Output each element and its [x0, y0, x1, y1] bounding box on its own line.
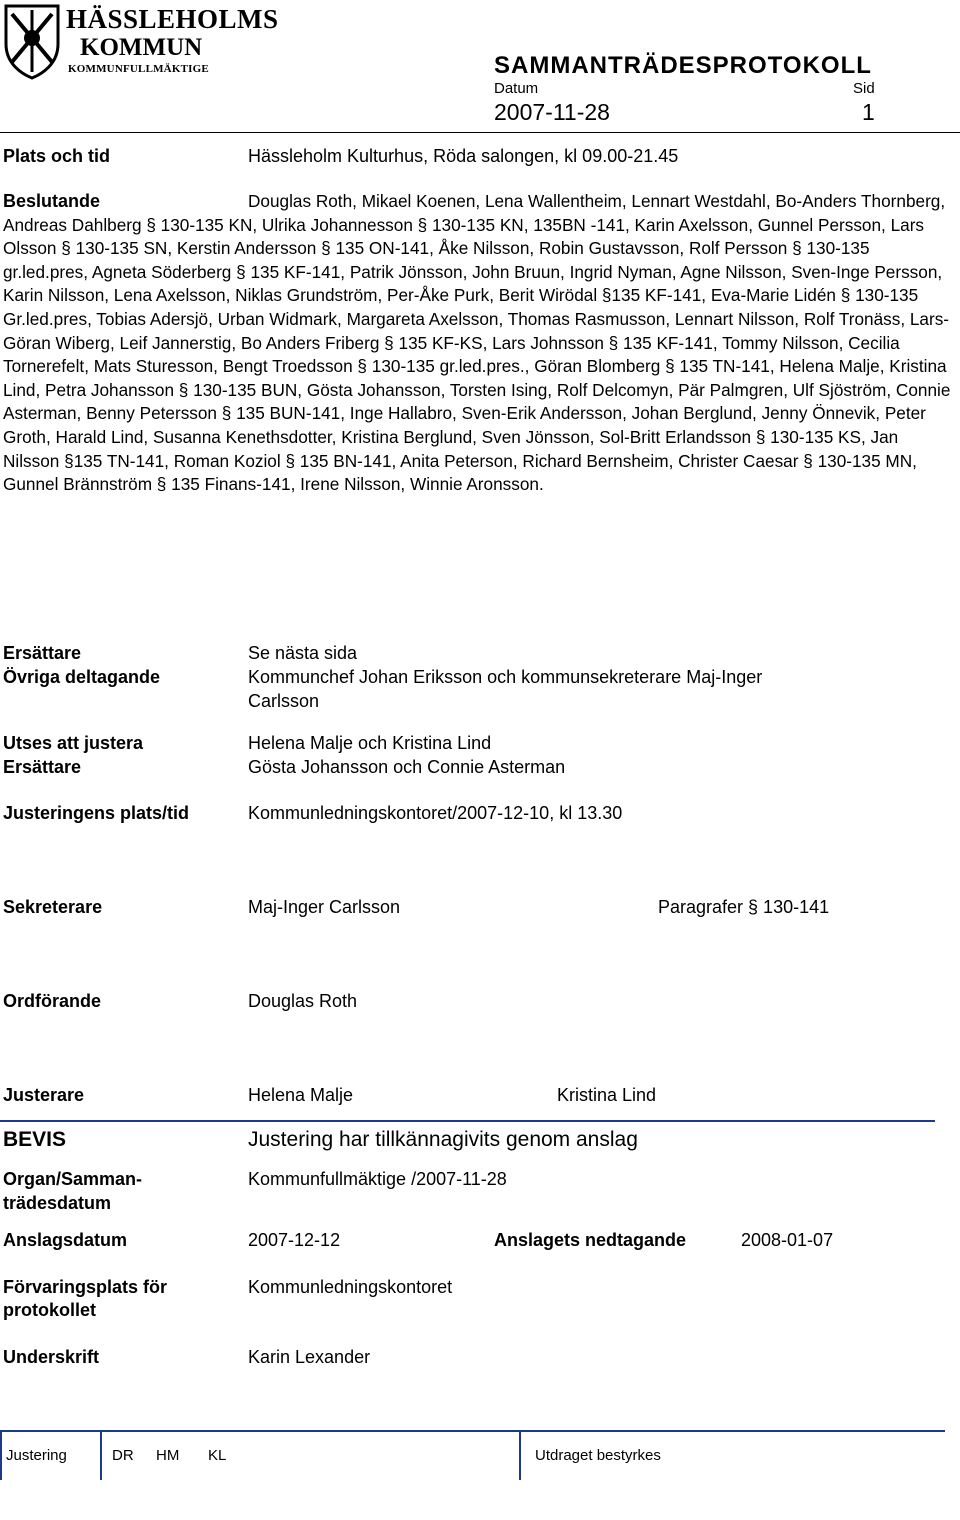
- justeringens-value: Kommunledningskontoret/2007-12-10, kl 13.30: [248, 803, 623, 823]
- footer-border-1: [100, 1430, 102, 1480]
- paragrafer: Paragrafer § 130-141: [658, 897, 830, 917]
- nedtagande-value: 2008-01-07: [741, 1230, 834, 1250]
- justerare-name2: Kristina Lind: [557, 1085, 657, 1105]
- ovriga-value-line1: Kommunchef Johan Eriksson och kommunsekreterare Maj-Inger: [248, 667, 763, 687]
- ordforande-label: Ordförande: [3, 991, 102, 1011]
- organ-label-line2: trädesdatum: [3, 1193, 112, 1213]
- ersattare-value: Se nästa sida: [248, 643, 358, 663]
- footer-initials-kl: KL: [208, 1447, 227, 1464]
- justerare-name1: Helena Malje: [248, 1085, 354, 1105]
- footer-justering: Justering: [6, 1447, 67, 1464]
- anslagsdatum-label: Anslagsdatum: [3, 1230, 128, 1250]
- header-divider: [0, 132, 960, 133]
- bevis-text: Justering har tillkännagivits genom anslag: [248, 1128, 638, 1151]
- footer-initials-hm: HM: [156, 1447, 180, 1464]
- beslutande-text: Douglas Roth, Mikael Koenen, Lena Wallentheim, Lennart Westdahl, Bo-Anders Thornberg, Andreas Dahlberg § 130-135 KN, Ulrika Johannesson § 130-135 KN, 135BN -141, Karin Axelsson, Gunnel Persson, Lars Olsson § 130-135 SN, Kerstin Andersson § 135 ON-141, Åke Nilsson, Robin Gustavsson, Rolf Persson § 130-135 gr.led.pres, Agneta Söderberg § 135 KF-141, Patrik Jönsson, John Bruun, Ingrid Nyman, Agne Nilsson, Sven-Inge Persson, Karin Nilsson, Lena Axelsson, Niklas Grundström, Per-Åke Purk, Berit Wirödal §135 KF-141, Eva-Marie Lidén § 130-135 Gr.led.pres, Tobias Adersjö, Urban Widmark, Margareta Axelsson, Thomas Rasmusson, Lennart Nilsson, Rolf Tronäss, Lars-Göran Wiberg, Leif Jannerstig, Bo Anders Friberg § 135 KF-KS, Lars Johnsson § 135 KF-141, Tommy Nilsson, Cecilia Tornerefelt, Mats Sturesson, Bengt Troedsson § 130-135 gr.led.pres., Göran Blomberg § 135 TN-141, Helena Malje, Kristina Lind, Petra Johansson § 130-135 BUN, Gösta Johansson, Torsten Ising, Rolf Delcomyn, Pär Palmgren, Ulf Sjöström, Connie Asterman, Benny Petersson § 135 BUN-141, Inge Hallabro, Sven-Erik Andersson, Johan Berglund, Jenny Önnevik, Peter Groth, Harald Lind, Susanna Kenethsdotter, Kristina Berglund, Sven Jönsson, Sol-Britt Erlandsson § 130-135 KS, Jan Nilsson §135 TN-141, Roman Koziol § 135 BN-141, Anita Peterson, Richard Bernsheim, Christer Caesar § 130-135 MN, Gunnel Brännström § 135 Finans-141, Irene Nilsson, Winnie Aronsson.: [3, 191, 951, 495]
- municipality-logo: [0, 0, 279, 84]
- beslutande-label: Beslutande: [3, 191, 101, 211]
- ovriga-value-line2: Carlsson: [248, 691, 320, 711]
- utses-ersattare-label: Ersättare: [3, 757, 82, 777]
- forvaring-label-line2: protokollet: [3, 1300, 96, 1320]
- logo-line3: KOMMUNFULLMÄKTIGE: [68, 63, 209, 75]
- sekreterare-label: Sekreterare: [3, 897, 103, 917]
- logo-line2: KOMMUN: [80, 34, 203, 61]
- beslutande-section: [3, 190, 958, 497]
- logo-line1: HÄSSLEHOLMS: [66, 4, 279, 34]
- organ-label-line1: Organ/Samman-: [3, 1169, 143, 1189]
- plats-value: Hässleholm Kulturhus, Röda salongen, kl 09.00-21.45: [248, 146, 679, 166]
- page-number: 1: [862, 99, 875, 125]
- bevis-label: BEVIS: [3, 1128, 67, 1151]
- sid-label: Sid: [853, 80, 875, 97]
- bevis-divider: [0, 1120, 935, 1122]
- footer-divider: [0, 1430, 945, 1432]
- nedtagande-label: Anslagets nedtagande: [494, 1230, 687, 1250]
- anslagsdatum-value: 2007-12-12: [248, 1230, 341, 1250]
- footer-border-2: [519, 1430, 521, 1480]
- ordforande-name: Douglas Roth: [248, 991, 358, 1011]
- coat-of-arms-icon: [2, 2, 62, 80]
- utses-label: Utses att justera: [3, 733, 144, 753]
- utses-value: Helena Malje och Kristina Lind: [248, 733, 492, 753]
- forvaring-value: Kommunledningskontoret: [248, 1277, 453, 1297]
- organ-value: Kommunfullmäktige /2007-11-28: [248, 1169, 507, 1189]
- underskrift-value: Karin Lexander: [248, 1347, 371, 1367]
- footer-utdraget: Utdraget bestyrkes: [535, 1447, 661, 1464]
- document-title: SAMMANTRÄDESPROTOKOLL: [494, 52, 872, 79]
- ovriga-label: Övriga deltagande: [3, 667, 161, 687]
- footer-border-left: [0, 1430, 2, 1480]
- plats-label: Plats och tid: [3, 146, 111, 166]
- utses-ersattare-value: Gösta Johansson och Connie Asterman: [248, 757, 566, 777]
- underskrift-label: Underskrift: [3, 1347, 100, 1367]
- datum-label: Datum: [494, 80, 539, 97]
- footer-initials-dr: DR: [112, 1447, 134, 1464]
- sekreterare-name: Maj-Inger Carlsson: [248, 897, 401, 917]
- header-date: 2007-11-28: [494, 99, 610, 125]
- justerare-label: Justerare: [3, 1085, 85, 1105]
- ersattare-label: Ersättare: [3, 643, 82, 663]
- forvaring-label-line1: Förvaringsplats för: [3, 1277, 168, 1297]
- justeringens-label: Justeringens plats/tid: [3, 803, 190, 823]
